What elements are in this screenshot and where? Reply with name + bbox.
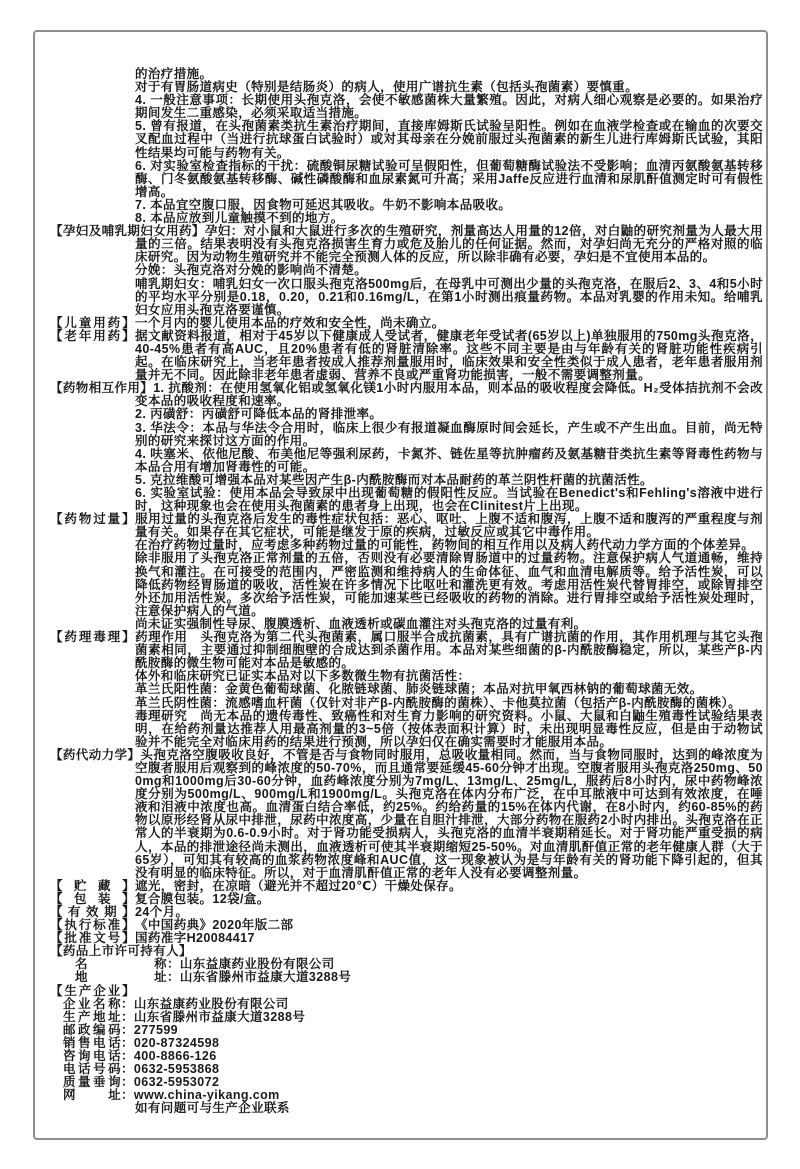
- section-text: 复合膜包装。12袋/盒。: [135, 891, 270, 906]
- section-overdose: [50, 513, 763, 631]
- section-text: 革兰氏阴性菌：流感嗜血杆菌（仅针对非产β-内酰胺酶的菌株）、卡他莫拉菌（包括产β-内酰胺酶的菌株）。: [135, 695, 742, 710]
- field-value: 0632-5953868: [133, 1062, 220, 1077]
- section-label: 【生产企业】: [50, 983, 135, 998]
- section-text: 孕妇：对小鼠和大鼠进行多次的生殖研究，剂量高达人用量的12倍，对白鼬的研究剂量为人最大用量的三倍。结果表明没有头孢克洛损害生育力或危及胎儿的任何证据。然而，对孕妇尚无充分的严格对照的临床研究。因为动物生殖研究并不能完全预测人体的反应，所以除非确有必要，孕妇是不宜使用本品的。: [135, 224, 763, 265]
- section-text: 尚未证实强制性导尿、腹膜透析、血液透析或碳血灌注对头孢克洛的过量有利。: [135, 616, 587, 631]
- section-text: 体外和临床研究已证实本品对以下多数微生物有抗菌活性：: [135, 669, 471, 684]
- colon: ：: [121, 1035, 134, 1050]
- field-value: 山东省滕州市益康大道3288号: [179, 970, 352, 985]
- section-text: 《中国药典》2020年版二部: [135, 918, 294, 933]
- precautions-continuation: [50, 68, 763, 225]
- section-label: 【药物过量】: [50, 512, 135, 527]
- section-label: 【孕妇及哺乳期妇女用药】: [50, 224, 205, 239]
- section-text: 24个月。: [135, 905, 189, 919]
- section-geriatric-use: [50, 330, 763, 382]
- colon: ：: [121, 1049, 134, 1064]
- section-text: 3. 华法令：本品与华法令合用时，临床上很少有报道凝血酶原时间会延长，产生或不产生出血。目前，尚无特别的研究来探讨这方面的作用。: [135, 420, 763, 448]
- section-label: 【执行标准】: [50, 918, 135, 933]
- section-label: 【有效期】: [50, 905, 135, 919]
- section-text: 6. 实验室试验：使用本品会导致尿中出现葡萄糖的假阳性反应。当试验在Benedict's和Fehling's溶液中进行时，这种现象也会在使用头孢菌素的患者身上出现，也会在Clinitest片上出现。: [135, 486, 763, 514]
- section-text: 除非服用了头孢克洛正常剂量的五倍，否则没有必要清除胃肠道中的过量药物。注意保护病人气道通畅，维持换气和灌注。在可接受的范围内，严密监测和维持病人的生命体征、血气和血清电解质等。给予活性炭，可以降低药物经胃肠道的吸收，活性炭在许多情况下比呕吐和灌洗更有效。考虑用活性炭代替胃排空，或除胃排空外还加用活性炭。多次给予活性炭，可能加速某些已经吸收的药物的消除。进行胃排空或给予活性炭处理时，注意保护病人的气道。: [135, 551, 763, 618]
- insert-body: [50, 32, 763, 1116]
- section-text: 在治疗药物过量时，应考虑多种药物过量的可能性，药物间的相互作用以及病人药代动力学方面的个体差异。: [135, 538, 755, 553]
- section-license-holder: [50, 945, 763, 984]
- page-border: [33, 30, 768, 1140]
- section-text: 2. 丙磺舒：丙磺舒可降低本品的肾排泄率。: [135, 407, 383, 422]
- section-text: 药理作用 头孢克洛为第二代头孢菌素，属口服半合成抗菌素，具有广谱抗菌的作用，其作用机理与其它头孢菌素相同，主要通过抑制细胞壁的合成达到杀菌作用。本品对某些细菌的β-内酰胺酶稳定，所以，某些产β-内酰胺酶的微生物可能对本品是敏感的。: [135, 630, 763, 671]
- section-text: 分娩：头孢克洛对分娩的影响尚不清楚。: [135, 263, 368, 278]
- field-key: 销售电话: [63, 1035, 121, 1050]
- field-value: 020-87324598: [133, 1035, 220, 1050]
- section-label: 【药理毒理】: [50, 630, 135, 645]
- continuation-paragraph: 7. 本品宜空腹口服，因食物可延迟其吸收。牛奶不影响本品吸收。: [135, 197, 512, 212]
- section-pharmacology-toxicology: [50, 631, 763, 749]
- field-key: 咨询电话: [63, 1049, 121, 1064]
- section-text: 1. 抗酸剂：在使用氢氧化铝或氢氧化镁1小时内服用本品，则本品的吸收程度会降低。H₂受体拮抗剂不会改变本品的吸收程度和速率。: [135, 381, 763, 409]
- section-pregnancy-nursing: [50, 225, 763, 317]
- continuation-paragraph: 4. 一般注意事项：长期使用头孢克洛，会使不敏感菌株大量繁殖。因此，对病人细心观察是必要的。如果治疗期间发生二重感染，必须采取适当措施。: [135, 93, 763, 121]
- section-label: 【药品上市许可持有人】: [50, 944, 192, 959]
- continuation-paragraph: 6. 对实验室检查指标的干扰：硫酸铜尿糖试验可呈假阳性，但葡萄糖酶试验法不受影响；血清丙氨酸氨基转移酶、门冬氨酸氨基转移酶、碱性磷酸酶和血尿素氮可升高；采用Jaffe反应进行血清和尿肌酐值测定时可有假性增高。: [135, 158, 763, 199]
- section-text: 国药准字H20084417: [135, 931, 255, 946]
- field-key: 地址: [75, 970, 167, 985]
- section-label: 【贮藏】: [50, 878, 135, 893]
- section-text: 一个月内的婴儿使用本品的疗效和安全性，尚未确立。: [135, 315, 445, 330]
- colon: ：: [167, 970, 180, 985]
- section-text: 据文献资料报道，相对于45岁以下健康成人受试者，健康老年受试者(65岁以上)单独服用的750mg头孢克洛，40-45%患者有高AUC，且20%患者有低的肾脏清除率。这些不同主要是由与年龄有关的肾脏功能性疾病引起。在临床研究上，当老年患者按成人推荐剂量服用时，临床效果和安全性类似于成人患者，老年患者服用剂量并无不同。因此除非老年患者虚弱、营养不良或严重肾功能损害，一般不需要调整剂量。: [135, 328, 763, 383]
- section-text: 5. 克拉维酸可增强本品对某些因产生β-内酰胺酶而对本品耐药的革兰阴性杆菌的抗菌活性。: [135, 472, 653, 487]
- section-pharmacokinetics: [50, 749, 763, 880]
- colon: ：: [121, 1022, 134, 1037]
- section-label: 【药物相互作用】: [50, 381, 154, 396]
- colon: ：: [167, 957, 180, 972]
- section-drug-interactions: [50, 382, 763, 513]
- field-value: 277599: [133, 1022, 179, 1037]
- section-label: 【批准文号】: [50, 931, 135, 946]
- section-manufacturer: [50, 985, 763, 1116]
- continuation-paragraph: 5. 曾有报道，在头孢菌素类抗生素治疗期间，直接库姆斯氏试验呈阳性。例如在血液学检查或在输血的次要交叉配血过程中（当进行抗球蛋白试验时）或对其母亲在分娩前服过头孢菌素的新生儿进行库姆斯氏试验，其阳性结果均可能与药物有关。: [135, 119, 763, 160]
- section-label: 【包装】: [50, 891, 135, 906]
- contact-note: 如有问题可与生产企业联系: [135, 1101, 290, 1116]
- continuation-paragraph: 的治疗措施。: [135, 67, 213, 81]
- field-value: 400-8866-126: [133, 1049, 217, 1064]
- field-value: 山东益康药业股份有限公司: [133, 996, 289, 1011]
- colon: ：: [121, 1062, 134, 1077]
- field-key: 电话号码: [63, 1062, 121, 1077]
- colon: ：: [121, 996, 134, 1011]
- field-value: 山东省滕州市益康大道3288号: [133, 1009, 306, 1024]
- field-key: 名称: [75, 957, 167, 972]
- field-key: 企业名称: [63, 996, 121, 1011]
- colon: ：: [121, 1075, 134, 1090]
- field-value: www.china-yikang.com: [133, 1088, 280, 1103]
- field-value: 0632-5953072: [133, 1075, 220, 1090]
- section-text: 服用过量的头孢克洛后发生的毒性症状包括：恶心、呕吐、上腹不适和腹泻，上腹不适和腹泻的严重程度与剂量有关。如果存在其它症状，可能是继发于原的疾病，过敏反应或其它中毒作用。: [135, 512, 763, 540]
- field-value: 山东益康药业股份有限公司: [179, 957, 335, 972]
- section-text: 遮光，密封，在凉暗（避光并不超过20℃）干燥处保存。: [135, 878, 462, 893]
- section-label: 【老年用药】: [50, 328, 135, 343]
- section-label: 【儿童用药】: [50, 315, 135, 330]
- section-text: 头孢克洛空腹吸收良好，不管是否与食物同时服用，总吸收量相同。然而，当与食物同服时，达到的峰浓度为空腹者服用后观察到的峰浓度的50-70%，而且通常要延缓45-60分钟才出现。空腹者服用头孢克洛250mg、500mg和1000mg后30-60分钟，血药峰浓度分别为7mg/L、13mg/L、25mg/L，服药后8小时内，尿中药物峰浓度分别为500mg/L、900mg/L和1900mg/L。头孢克洛在体内分布广泛，在中耳脓液中可达到有效浓度，在唾液和泪液中浓度也高。血清蛋白结合率低，约25%。约给药量的15%在体内代谢，在8小时内，约60-85%的药物以原形经肾从尿中排泄，尿药中浓度高，少量在自胆汁排泄，大部分药物在服药2小时内排出。头孢克洛在正常人的半衰期为0.6-0.9小时。对于肾功能受损病人，头孢克洛的血清半衰期稍延长。对于肾功能严重受损的病人，本品的排泄途径尚未测出，血液透析可使其半衰期缩短25-50%。对血清肌酐值正常的老年健康人群（大于65岁），可知其有较高的血浆药物浓度峰和AUC值，这一现象被认为是与年龄有关的肾功能下降引起的，但其没有明显的临床特征。所以，对于血清肌酐值正常的老年人没有必要调整剂量。: [135, 747, 763, 880]
- continuation-paragraph: 对于有胃肠道病史（特别是结肠炎）的病人，使用广谱抗生素（包括头孢菌素）要慎重。: [135, 80, 639, 95]
- holder-address-row: [75, 971, 763, 984]
- section-text: 革兰氏阳性菌：金黄色葡萄球菌、化脓链球菌、肺炎链球菌；本品对抗甲氧西林钠的葡萄球菌无效。: [135, 682, 703, 697]
- field-key: 网址: [63, 1088, 121, 1103]
- field-key: 质量垂询: [63, 1075, 121, 1090]
- section-text: 毒理研究 尚无本品的遗传毒性、致癌性和对生育力影响的研究资料。小鼠、大鼠和白鼬生殖毒性试验结果表明，在给药剂量达推荐人用最高剂量的3~5倍（按体表面积计算）时，未出现明显毒性反应，但是由于动物试验并不能完全对临床用药的结果进行预测，所以孕妇仅在确实需要时才能服用本品。: [135, 708, 763, 749]
- field-key: 生产地址: [63, 1009, 121, 1024]
- field-key: 邮政编码: [63, 1022, 121, 1037]
- section-text: 哺乳期妇女：哺乳妇女一次口服头孢克洛500mg后，在母乳中可测出少量的头孢克洛，在服后2、3、4和5小时的平均水平分别是0.18，0.20，0.21和0.16mg/L，在第1小时测出痕量药物。本品对乳婴的作用未知。给哺乳妇女应用头孢克洛要谨慎。: [135, 276, 763, 317]
- section-text: 4. 呋塞米、依他尼酸、布美他尼等强利尿药，卡氮芥、链佐星等抗肿瘤药及氨基糖苷类抗生素等肾毒性药物与本品合用有增加肾毒性的可能。: [135, 446, 763, 474]
- colon: ：: [121, 1009, 134, 1024]
- continuation-paragraph: 8. 本品应放到儿童触摸不到的地方。: [135, 211, 344, 226]
- section-label: 【药代动力学】: [50, 747, 141, 762]
- colon: ：: [121, 1088, 134, 1103]
